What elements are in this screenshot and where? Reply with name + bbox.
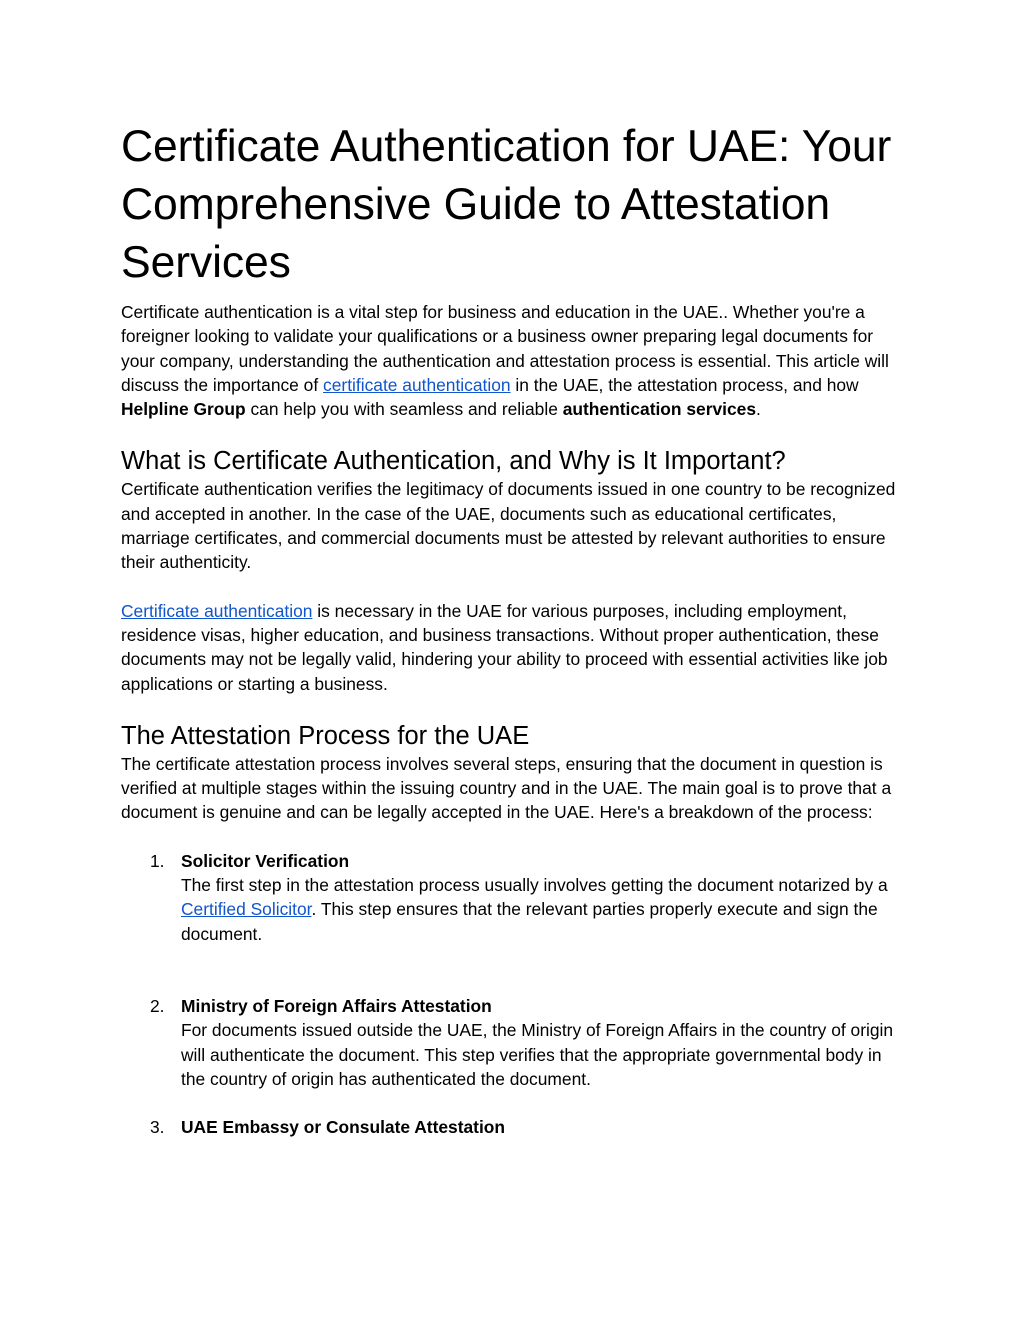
certified-solicitor-link[interactable]: Certified Solicitor (181, 899, 312, 920)
document-page (121, 118, 901, 1139)
section1-paragraph-1: Certificate authentication verifies the legitimacy of documents issued in one country to be recognized and accepted in another. In the case of the UAE, documents such as educational certificates, marriage certificates, and commercial documents must be attested by relevant authorities to ensure their authenticity. (121, 479, 896, 573)
step-title: UAE Embassy or Consulate Attestation (181, 1117, 506, 1138)
section-heading-what-is: What is Certificate Authentication, and Why is It Important? (121, 447, 786, 476)
section1-paragraph-2 (121, 599, 901, 696)
section1-paragraph-2-text: is necessary in the UAE for various purposes, including employment, residence visas, higher education, and business transactions. Without proper authentication, these documents may not be legally valid, hindering your ability to proceed with essential activities like job applications or starting a business. (121, 600, 888, 694)
certificate-authentication-link-2[interactable]: Certificate authentication (121, 600, 313, 621)
intro-text-2: in the UAE, the attestation process, and how (510, 374, 859, 395)
list-item (121, 849, 901, 946)
step-text: . This step ensures that the relevant parties properly execute and sign the document. (181, 899, 878, 944)
step-text: The first step in the attestation process usually involves getting the document notarized by a (181, 875, 888, 896)
list-item (121, 994, 901, 1091)
section2-paragraph-1: The certificate attestation process involves several steps, ensuring that the document in question is verified at multiple stages within the issuing country and in the UAE. The main goal is to prove that a document is genuine and can be legally accepted in the UAE. Here's a breakdown of the process: (121, 753, 892, 823)
list-item-number: 1. (150, 850, 165, 871)
intro-paragraph (121, 300, 901, 421)
intro-text-1: Certificate authentication is a vital step for business and education in the UAE.. Whether you're a foreigner looking to validate your qualifications or a business owner preparing legal documents for your company, understanding the authentication and attestation process is essential. This article will discuss the importance of (121, 302, 889, 395)
intro-text-4: . (756, 399, 761, 420)
list-item-number: 2. (150, 995, 165, 1016)
attestation-steps-list (121, 849, 901, 1140)
step-text: For documents issued outside the UAE, the Ministry of Foreign Affairs in the country of origin will authenticate the document. This step verifies that the appropriate governmental body in the country of origin has authenticated the document. (181, 1020, 894, 1089)
authentication-services-bold: authentication services (562, 399, 757, 420)
list-item (121, 1115, 901, 1139)
section-heading-attestation-process: The Attestation Process for the UAE (121, 721, 530, 750)
document-title: Certificate Authentication for UAE: Your Comprehensive Guide to Attestation Services (121, 122, 892, 287)
intro-text-3: can help you with seamless and reliable (245, 399, 563, 420)
step-title: Ministry of Foreign Affairs Attestation (181, 995, 492, 1016)
list-item-number: 3. (150, 1117, 165, 1138)
certificate-authentication-link[interactable]: certificate authentication (323, 374, 511, 395)
helpline-group-bold: Helpline Group (121, 399, 246, 420)
step-title: Solicitor Verification (181, 850, 350, 871)
